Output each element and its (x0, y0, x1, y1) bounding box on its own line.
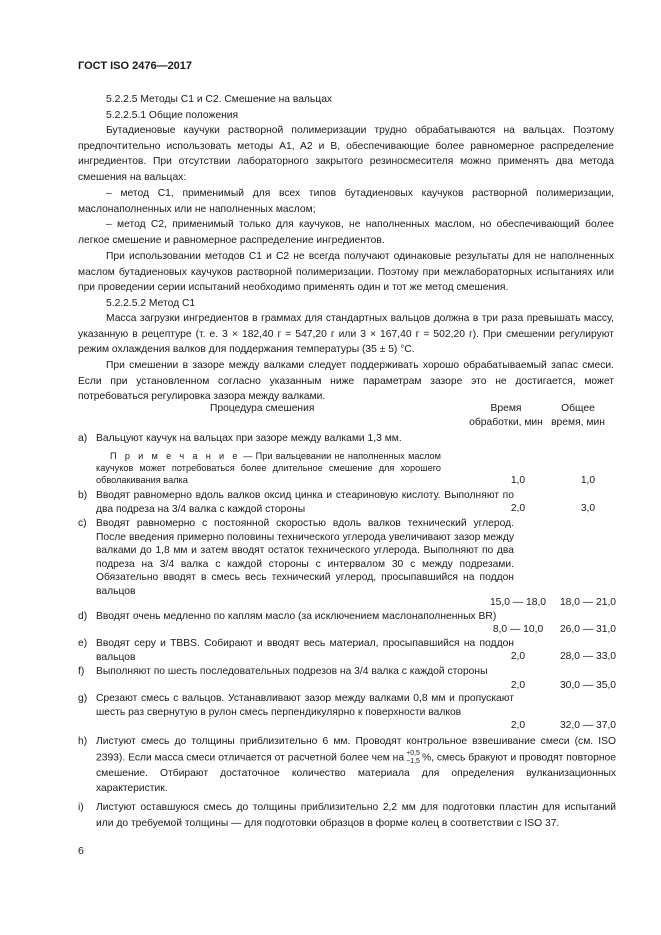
row-label: g) (78, 693, 88, 704)
paragraph-gap: При смешении в зазоре между валками следует поддерживать хорошо обрабатываемый запас смеси. Если при установленном согласно указанным ниже параметрам зазоре это не достигается, может потребоваться регулировка зазора между валками. (78, 360, 614, 403)
row-label: c) (78, 518, 87, 529)
row-text: Вводят равномерно с постоянной скоростью вдоль валков технический углерод. После введения примерно половины технического углерода увеличивают зазор между валками до 1,8 мм и затем вводят остаток технического углерода. Выполняют по два подреза на 3/4 валка с каждой стороны с интервалом 30 с между подрезами. Обязательно вводят в смесь весь технический углерод, просыпавшийся на поддон вальцов (96, 518, 514, 597)
list-item-c2: – метод C2, применимый только для каучуков, не наполненных маслом, но обеспечивающий более легкое смешение и равномерное распределение ингредиентов. (78, 219, 614, 246)
row-label: d) (78, 611, 88, 622)
document-header: ГОСТ ISO 2476—2017 (78, 60, 193, 72)
column-header-time-total-line1: Общее (561, 403, 595, 414)
row-text: Вводят равномерно вдоль валков оксид цинка и стеариновую кислоту. Выполняют по два подреза на 3/4 валка с каждой стороны (96, 490, 514, 515)
row-time-total: 30,0 — 35,0 (559, 680, 617, 691)
table-note (96, 450, 441, 486)
column-header-procedure: Процедура смешения (210, 403, 315, 414)
row-time-processing: 2,0 (510, 680, 526, 691)
row-time-total: 32,0 — 37,0 (559, 720, 617, 731)
row-label: f) (78, 666, 85, 677)
section-5-2-2-5-title: 5.2.2.5 Методы C1 и C2. Смешение на вальцах (106, 94, 333, 105)
row-label: e) (78, 638, 88, 649)
page-number: 6 (78, 845, 84, 857)
column-header-time-processing-line2: обработки, мин (469, 417, 543, 428)
note-heading: П р и м е ч а н и е (110, 451, 241, 461)
row-time-processing: 8,0 — 10,0 (492, 624, 544, 635)
paragraph-mass: Масса загрузки ингредиентов в граммах для стандартных вальцов должна в три раза превышать массу, указанную в рецептуре (т. е. 3 × 182,40 г = 547,20 г или 3 × 167,40 г = 502,20 г). При смешении регулируют режим охлаждения валков для поддержания температуры (35 ± 5) °C. (78, 313, 614, 356)
section-5-2-2-5-2-title: 5.2.2.5.2 Метод C1 (106, 298, 196, 309)
row-text: Вводят очень медленно по каплям масло (за исключением маслонаполненных BR) (96, 611, 497, 622)
row-time-processing: 2,0 (510, 651, 526, 662)
row-time-total: 3,0 (580, 503, 596, 514)
row-time-total: 18,0 — 21,0 (559, 597, 617, 608)
row-label: b) (78, 490, 88, 501)
tolerance-lower: −1,5 (406, 757, 420, 765)
paragraph-results: При использовании методов C1 и C2 не всегда получают одинаковые результаты для не наполненных маслом бутадиеновых каучуков растворной полимеризации. Поэтому при межлабораторных испытаниях или при проведении серии испытаний необходимо применять один и тот же метод смешения. (78, 251, 614, 294)
row-time-processing: 2,0 (510, 720, 526, 731)
column-header-time-processing-line1: Время (490, 403, 522, 414)
row-text: Листуют оставшуюся смесь до толщины приблизительно 2,2 мм для подготовки пластин для испытаний или до требуемой толщины — для подготовки образцов в форме колец в соответствии с ISO 37. (96, 802, 616, 829)
column-header-time-total (538, 402, 618, 430)
row-label: h) (78, 736, 88, 747)
section-5-2-2-5-1-title: 5.2.2.5.1 Общие положения (106, 110, 239, 121)
column-header-time-total-line2: время, мин (551, 417, 605, 428)
row-text: Вальцуют каучук на вальцах при зазоре между валками 1,3 мм. (96, 433, 402, 444)
tolerance-upper: +0,5 (406, 749, 420, 757)
paragraph-general: Бутадиеновые каучуки растворной полимеризации трудно обрабатываются на вальцах. Поэтому предпочтительно использовать методы A1, A2 и B, обеспечивающие более равномерное распределение ингредиентов. При отсутствии лабораторного закрытого резиносмесителя можно применять два метода смешения на вальцах: (78, 125, 614, 184)
row-text (96, 734, 616, 797)
row-text: Срезают смесь с вальцов. Устанавливают зазор между валками 0,8 мм и пропускают шесть раз свернутую в рулон смесь перпендикулярно к поверхности валков (96, 693, 514, 718)
row-time-processing: 1,0 (510, 475, 526, 486)
row-time-total: 26,0 — 31,0 (559, 624, 617, 635)
row-text: Вводят серу и TBBS. Собирают и вводят весь материал, просыпавшийся на поддон вальцов (96, 638, 514, 663)
list-item-c1: – метод C1, применимый для всех типов бутадиеновых каучуков растворной полимеризации, маслонаполненных или не наполненных маслом; (78, 188, 614, 215)
row-text: Выполняют по шесть последовательных подрезов на 3/4 валка с каждой стороны (96, 666, 488, 677)
row-text-part1: Листуют смесь до толщины приблизительно 6 мм. Проводят контрольное взвешивание смеси (см. ISO 2393). Если масса смеси отличается от расчетной более чем на (96, 736, 616, 764)
row-time-processing: 2,0 (510, 503, 526, 514)
row-text-part2: %, смесь бракуют и проводят повторное смешение. Отбирают достаточное количество материала для определения вулканизационных характеристик. (96, 752, 617, 795)
row-time-total: 1,0 (580, 475, 596, 486)
tolerance-fraction (406, 750, 420, 766)
row-label: i) (78, 802, 84, 813)
row-time-total: 28,0 — 33,0 (559, 651, 617, 662)
row-label: a) (78, 433, 88, 444)
note-text: — При вальцевании не наполненных маслом каучуков может потребоваться более длительное смешение для хорошего обволакивания валка (96, 451, 441, 485)
row-time-processing: 15,0 — 18,0 (489, 597, 547, 608)
